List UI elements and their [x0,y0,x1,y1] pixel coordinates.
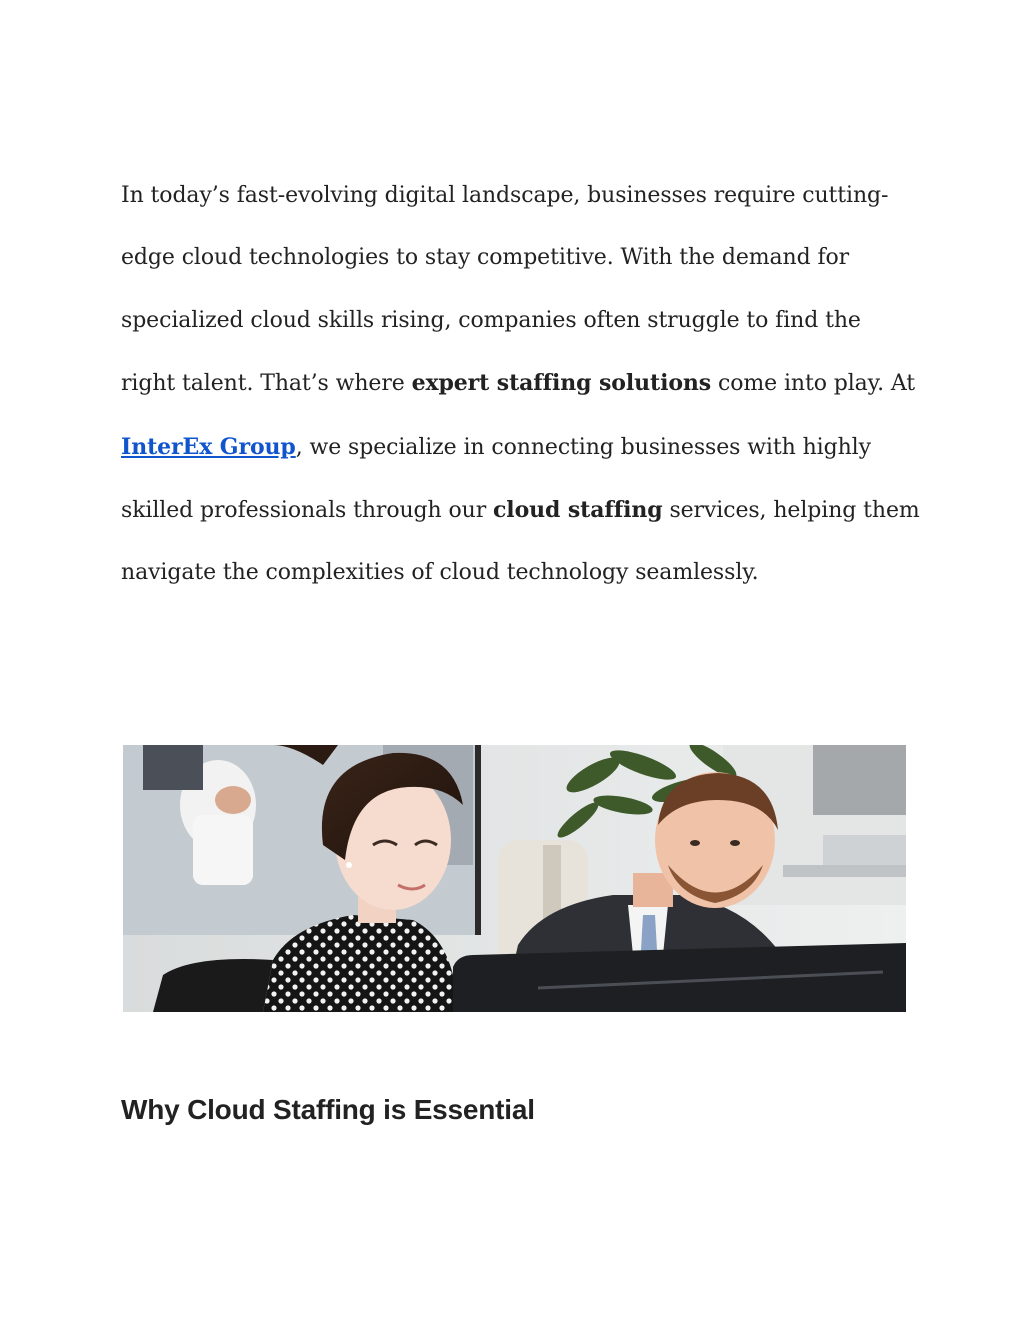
interex-group-link[interactable]: InterEx Group [121,433,296,460]
intro-paragraph [121,165,921,605]
intro-text-4: services, helping them navigate the complexities of cloud technology seamlessly. [121,498,920,586]
bold-expert-staffing-solutions: expert staffing solutions [411,370,712,397]
office-photo [123,745,906,1012]
bold-cloud-staffing: cloud staffing [493,497,663,524]
intro-text-1: In today’s fast-evolving digital landscape, businesses require cutting-edge cloud technologies to stay competitive. With the demand for specialized cloud skills rising, companies often struggle to find the right talent. That’s where [121,183,889,397]
intro-text-3: , we specialize in connecting businesses with highly skilled professionals through our [121,434,871,524]
section-heading: Why Cloud Staffing is Essential [121,1094,535,1125]
intro-text-2: come into play. At [711,371,915,397]
